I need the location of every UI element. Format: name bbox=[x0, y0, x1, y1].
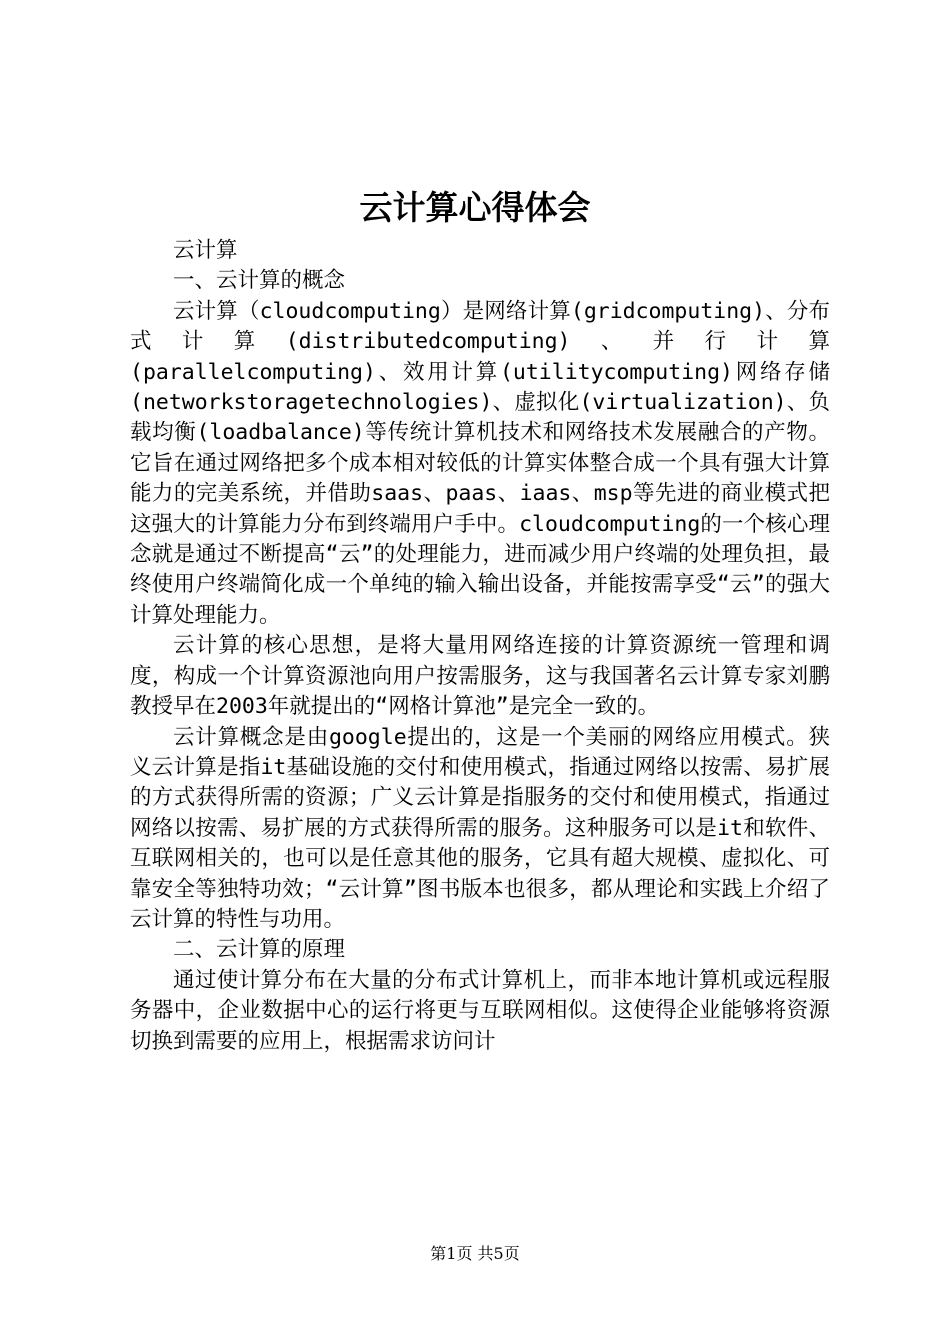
page-footer: 第1页 共5页 bbox=[430, 1244, 520, 1263]
paragraph-4: 通过使计算分布在大量的分布式计算机上，而非本地计算机或远程服务器中，企业数据中心的运行将更与互联网相似。这使得企业能够将资源切换到需要的应用上，根据需求访问计 bbox=[130, 967, 830, 1054]
paragraph-2: 云计算的核心思想，是将大量用网络连接的计算资源统一管理和调度，构成一个计算资源池向用户按需服务，这与我国著名云计算专家刘鹏教授早在2003年就提出的“网格计算池”是完全一致的。 bbox=[130, 633, 830, 720]
document-title: 云计算心得体会 bbox=[359, 188, 591, 227]
section-label: 云计算 bbox=[173, 238, 238, 263]
paragraph-3: 云计算概念是由google提出的，这是一个美丽的网络应用模式。狭义云计算是指it基础设施的交付和使用模式，指通过网络以按需、易扩展的方式获得所需的资源；广义云计算是指服务的交付和使用模式，指通过网络以按需、易扩展的方式获得所需的服务。这种服务可以是it和软件、互联网相关的，也可以是任意其他的服务，它具有超大规模、虚拟化、可靠安全等独特功效；“云计算”图书版本也很多，都从理论和实践上介绍了云计算的特性与功用。 bbox=[130, 724, 830, 932]
heading-principle: 二、云计算的原理 bbox=[173, 937, 346, 963]
paragraph-1: 云计算（cloudcomputing）是网络计算(gridcomputing)、分布式计算(distributedcomputing)、并行计算(parallelcomputing)、效用计算(utilitycomputing)网络存储(networkstoragetechnologies)、虚拟化(virtualization)、负载均衡(loadbalance)等传统计算机技术和网络技术发展融合的产物。它旨在通过网络把多个成本相对较低的计算实体整合成一个具有强大计算能力的完美系统，并借助saas、paas、iaas、msp等先进的商业模式把这强大的计算能力分布到终端用户手中。cloudcomputing的一个核心理念就是通过不断提高“云”的处理能力，进而减少用户终端的处理负担，最终使用户终端简化成一个单纯的输入输出设备，并能按需享受“云”的强大计算处理能力。 bbox=[130, 298, 830, 628]
heading-concept: 一、云计算的概念 bbox=[173, 268, 346, 294]
document-body bbox=[130, 236, 830, 1057]
